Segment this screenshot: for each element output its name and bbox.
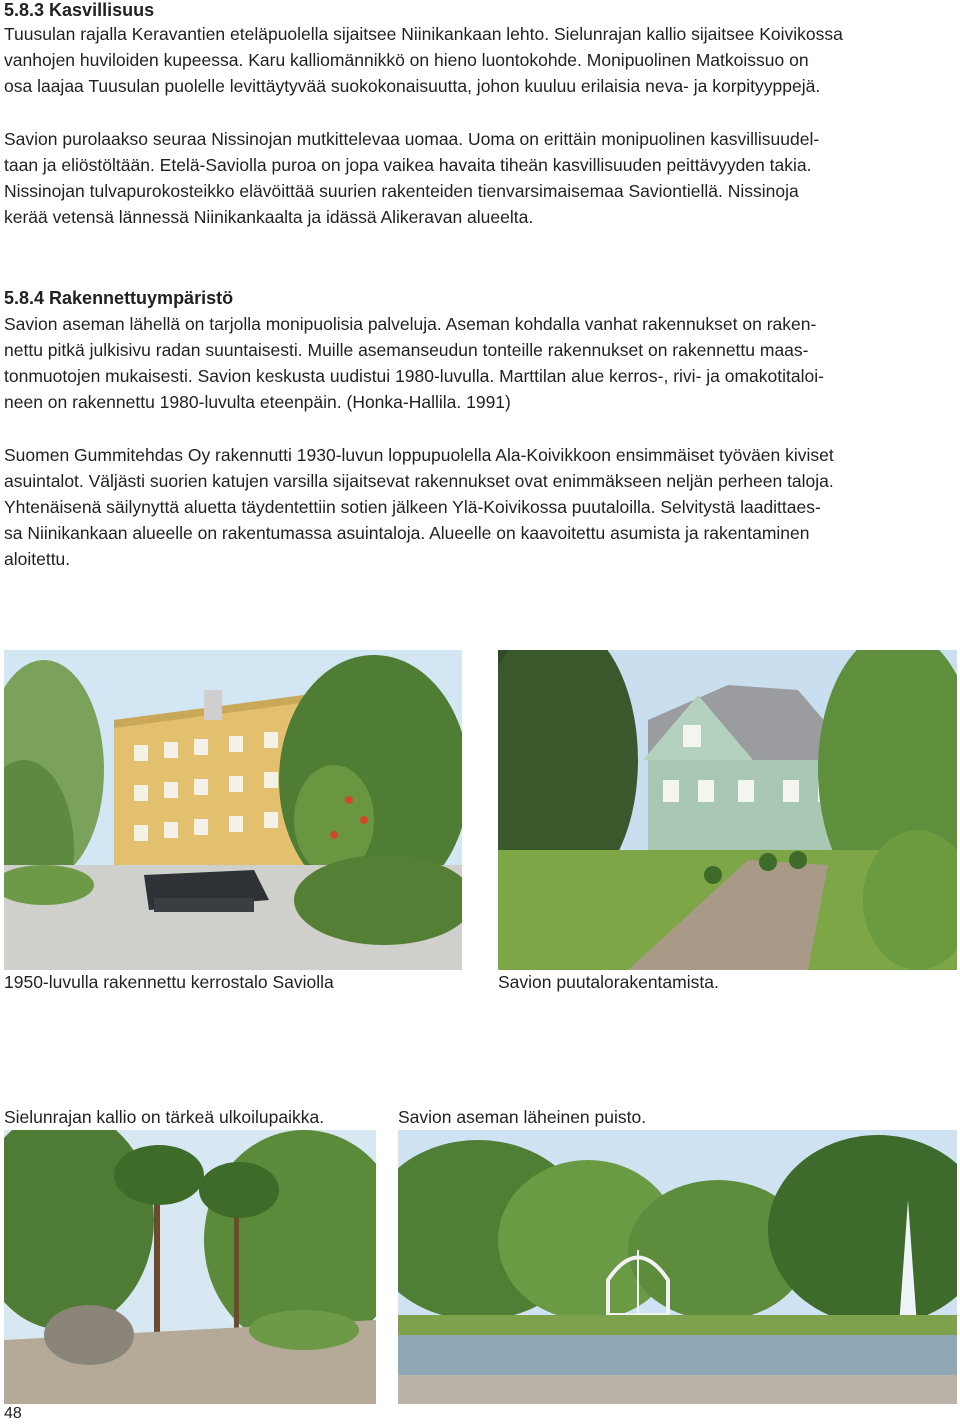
caption-park: Savion aseman läheinen puisto. <box>398 1107 647 1127</box>
photo-wooden-house <box>498 650 957 970</box>
photo-park-gazebo <box>398 1130 957 1404</box>
text-line: Suomen Gummitehdas Oy rakennutti 1930-luvun loppupuolella Ala-Koivikkoon ensimmäiset työväen kiviset <box>4 445 834 465</box>
caption-rock: Sielunrajan kallio on tärkeä ulkoilupaikka. <box>4 1107 325 1127</box>
text-line: vanhojen huviloiden kupeessa. Karu kalliomännikkö on hieno luontokohde. Monipuolinen Matkoissuo on <box>4 50 809 70</box>
text-line: sa Niinikankaan alueelle on rakentumassa asuintaloja. Alueelle on kaavoitettu asumista ja rakentaminen <box>4 523 810 543</box>
section-heading-rakennettuymparisto: 5.8.4 Rakennettuympäristö <box>4 288 234 308</box>
photo-rock-outcrop <box>4 1130 376 1404</box>
text-line: Nissinojan tulvapurokosteikko elävöittää suurien rakenteiden tienvarsimaisemaa Saviontiellä. Nissinoja <box>4 181 799 201</box>
paragraph-built-1 <box>4 311 824 415</box>
text-line: aloitettu. <box>4 549 71 569</box>
caption-wooden-house: Savion puutalorakentamista. <box>498 972 719 992</box>
paragraph-vegetation-2 <box>4 126 819 230</box>
paragraph-built-2 <box>4 442 834 572</box>
text-line: neen on rakennettu 1980-luvulta eteenpäin. (Honka-Hallila. 1991) <box>4 392 511 412</box>
text-line: nettu pitkä julkisivu radan suuntaisesti. Muille asemanseudun tonteille rakennukset on rakennettu maas- <box>4 340 809 360</box>
caption-apartment: 1950-luvulla rakennettu kerrostalo Saviolla <box>4 972 334 992</box>
text-line: Tuusulan rajalla Keravantien eteläpuolella sijaitsee Niinikankaan lehto. Sielunrajan kallio sijaitsee Koivikossa <box>4 24 843 44</box>
text-line: Savion aseman lähellä on tarjolla monipuolisia palveluja. Aseman kohdalla vanhat rakennukset on raken- <box>4 314 817 334</box>
photo-apartment-building <box>4 650 462 970</box>
paragraph-vegetation-1 <box>4 21 843 99</box>
text-line: taan ja eliöstöltään. Etelä-Saviolla puroa on jopa vaikea havaita tiheän kasvillisuuden peittävyyden takia. <box>4 155 812 175</box>
text-line: tonmuotojen mukaisesti. Savion keskusta uudistui 1980-luvulla. Marttilan alue kerros-, rivi- ja omakotitaloi- <box>4 366 824 386</box>
text-line: asuintalot. Väljästi suorien katujen varsilla sijaitsevat rakennukset ovat enimmäkseen neljän perheen taloja. <box>4 471 834 491</box>
text-line: Savion purolaakso seuraa Nissinojan mutkittelevaa uomaa. Uoma on erittäin monipuolinen kasvillisuudel- <box>4 129 820 149</box>
text-line: osa laajaa Tuusulan puolelle levittäytyvää suokokonaisuutta, johon kuuluu erilaisia neva- ja korpityyppejä. <box>4 76 821 96</box>
text-line: kerää vetensä lännessä Niinikankaalta ja idässä Alikeravan alueelta. <box>4 207 534 227</box>
text-line: Yhtenäisenä säilynyttä aluetta täydentettiin sotien jälkeen Ylä-Koivikossa puutaloilla. Selvitystä laadittaes- <box>4 497 821 517</box>
section-heading-kasvillisuus: 5.8.3 Kasvillisuus <box>4 0 155 20</box>
page-number: 48 <box>4 1405 22 1422</box>
